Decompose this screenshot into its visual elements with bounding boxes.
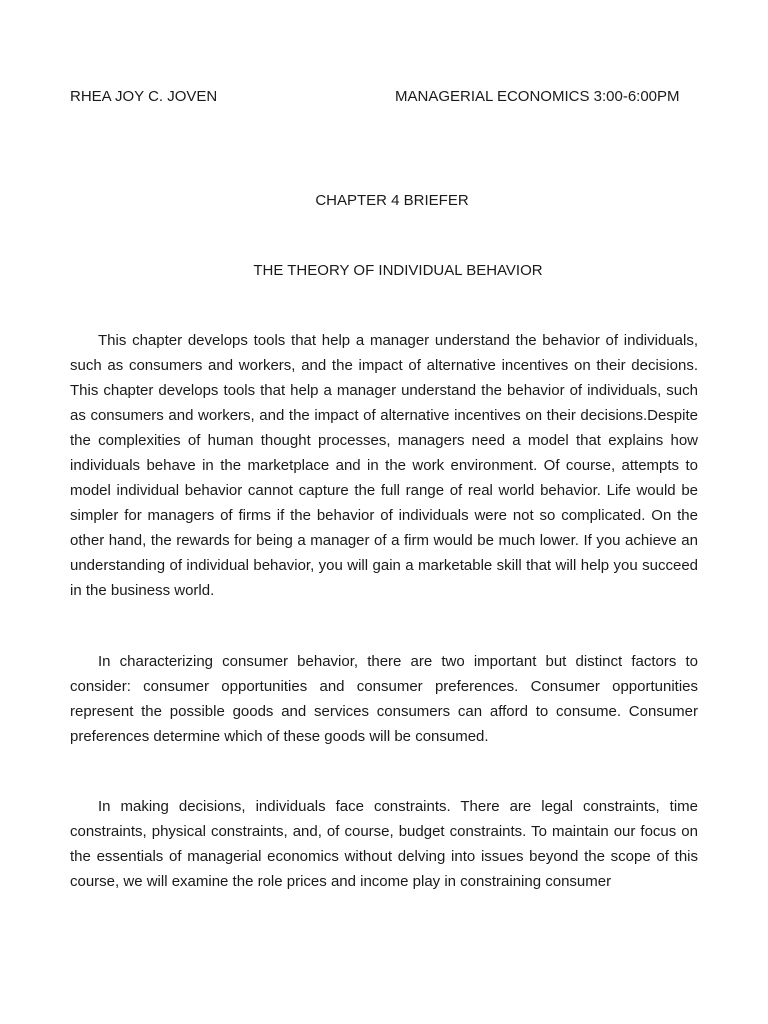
- body-paragraph: In characterizing consumer behavior, there are two important but distinct factors to consider: consumer opportunities and consumer preferences. Consumer opportunities represent the possible goods and services consumers can afford to consume. Consumer preferences determine which of these goods will be consumed.: [70, 653, 698, 745]
- section-title: THE THEORY OF INDIVIDUAL BEHAVIOR: [253, 262, 543, 279]
- body-paragraph: This chapter develops tools that help a manager understand the behavior of individuals, such as consumers and workers, and the impact of alternative incentives on their decisions. This chapter develops tools that help a manager understand the behavior of individuals, such as consumers and workers, and the impact of alternative incentives on their decisions.Despite the complexities of human thought processes, managers need a model that explains how individuals behave in the marketplace and in the work environment. Of course, attempts to model individual behavior cannot capture the full range of real world behavior. Life would be simpler for managers of firms if the behavior of individuals were not so complicated. On the other hand, the rewards for being a manager of a firm would be much lower. If you achieve an understanding of individual behavior, you will gain a marketable skill that will help you succeed in the business world.: [70, 332, 698, 599]
- body-paragraph: In making decisions, individuals face constraints. There are legal constraints, time constraints, physical constraints, and, of course, budget constraints. To maintain our focus on the essentials of managerial economics without delving into issues beyond the scope of this course, we will examine the role prices and income play in constraining consumer: [70, 798, 698, 890]
- course-schedule: MANAGERIAL ECONOMICS 3:00-6:00PM: [395, 88, 680, 105]
- author-name: RHEA JOY C. JOVEN: [70, 88, 218, 105]
- chapter-title: CHAPTER 4 BRIEFER: [315, 192, 469, 209]
